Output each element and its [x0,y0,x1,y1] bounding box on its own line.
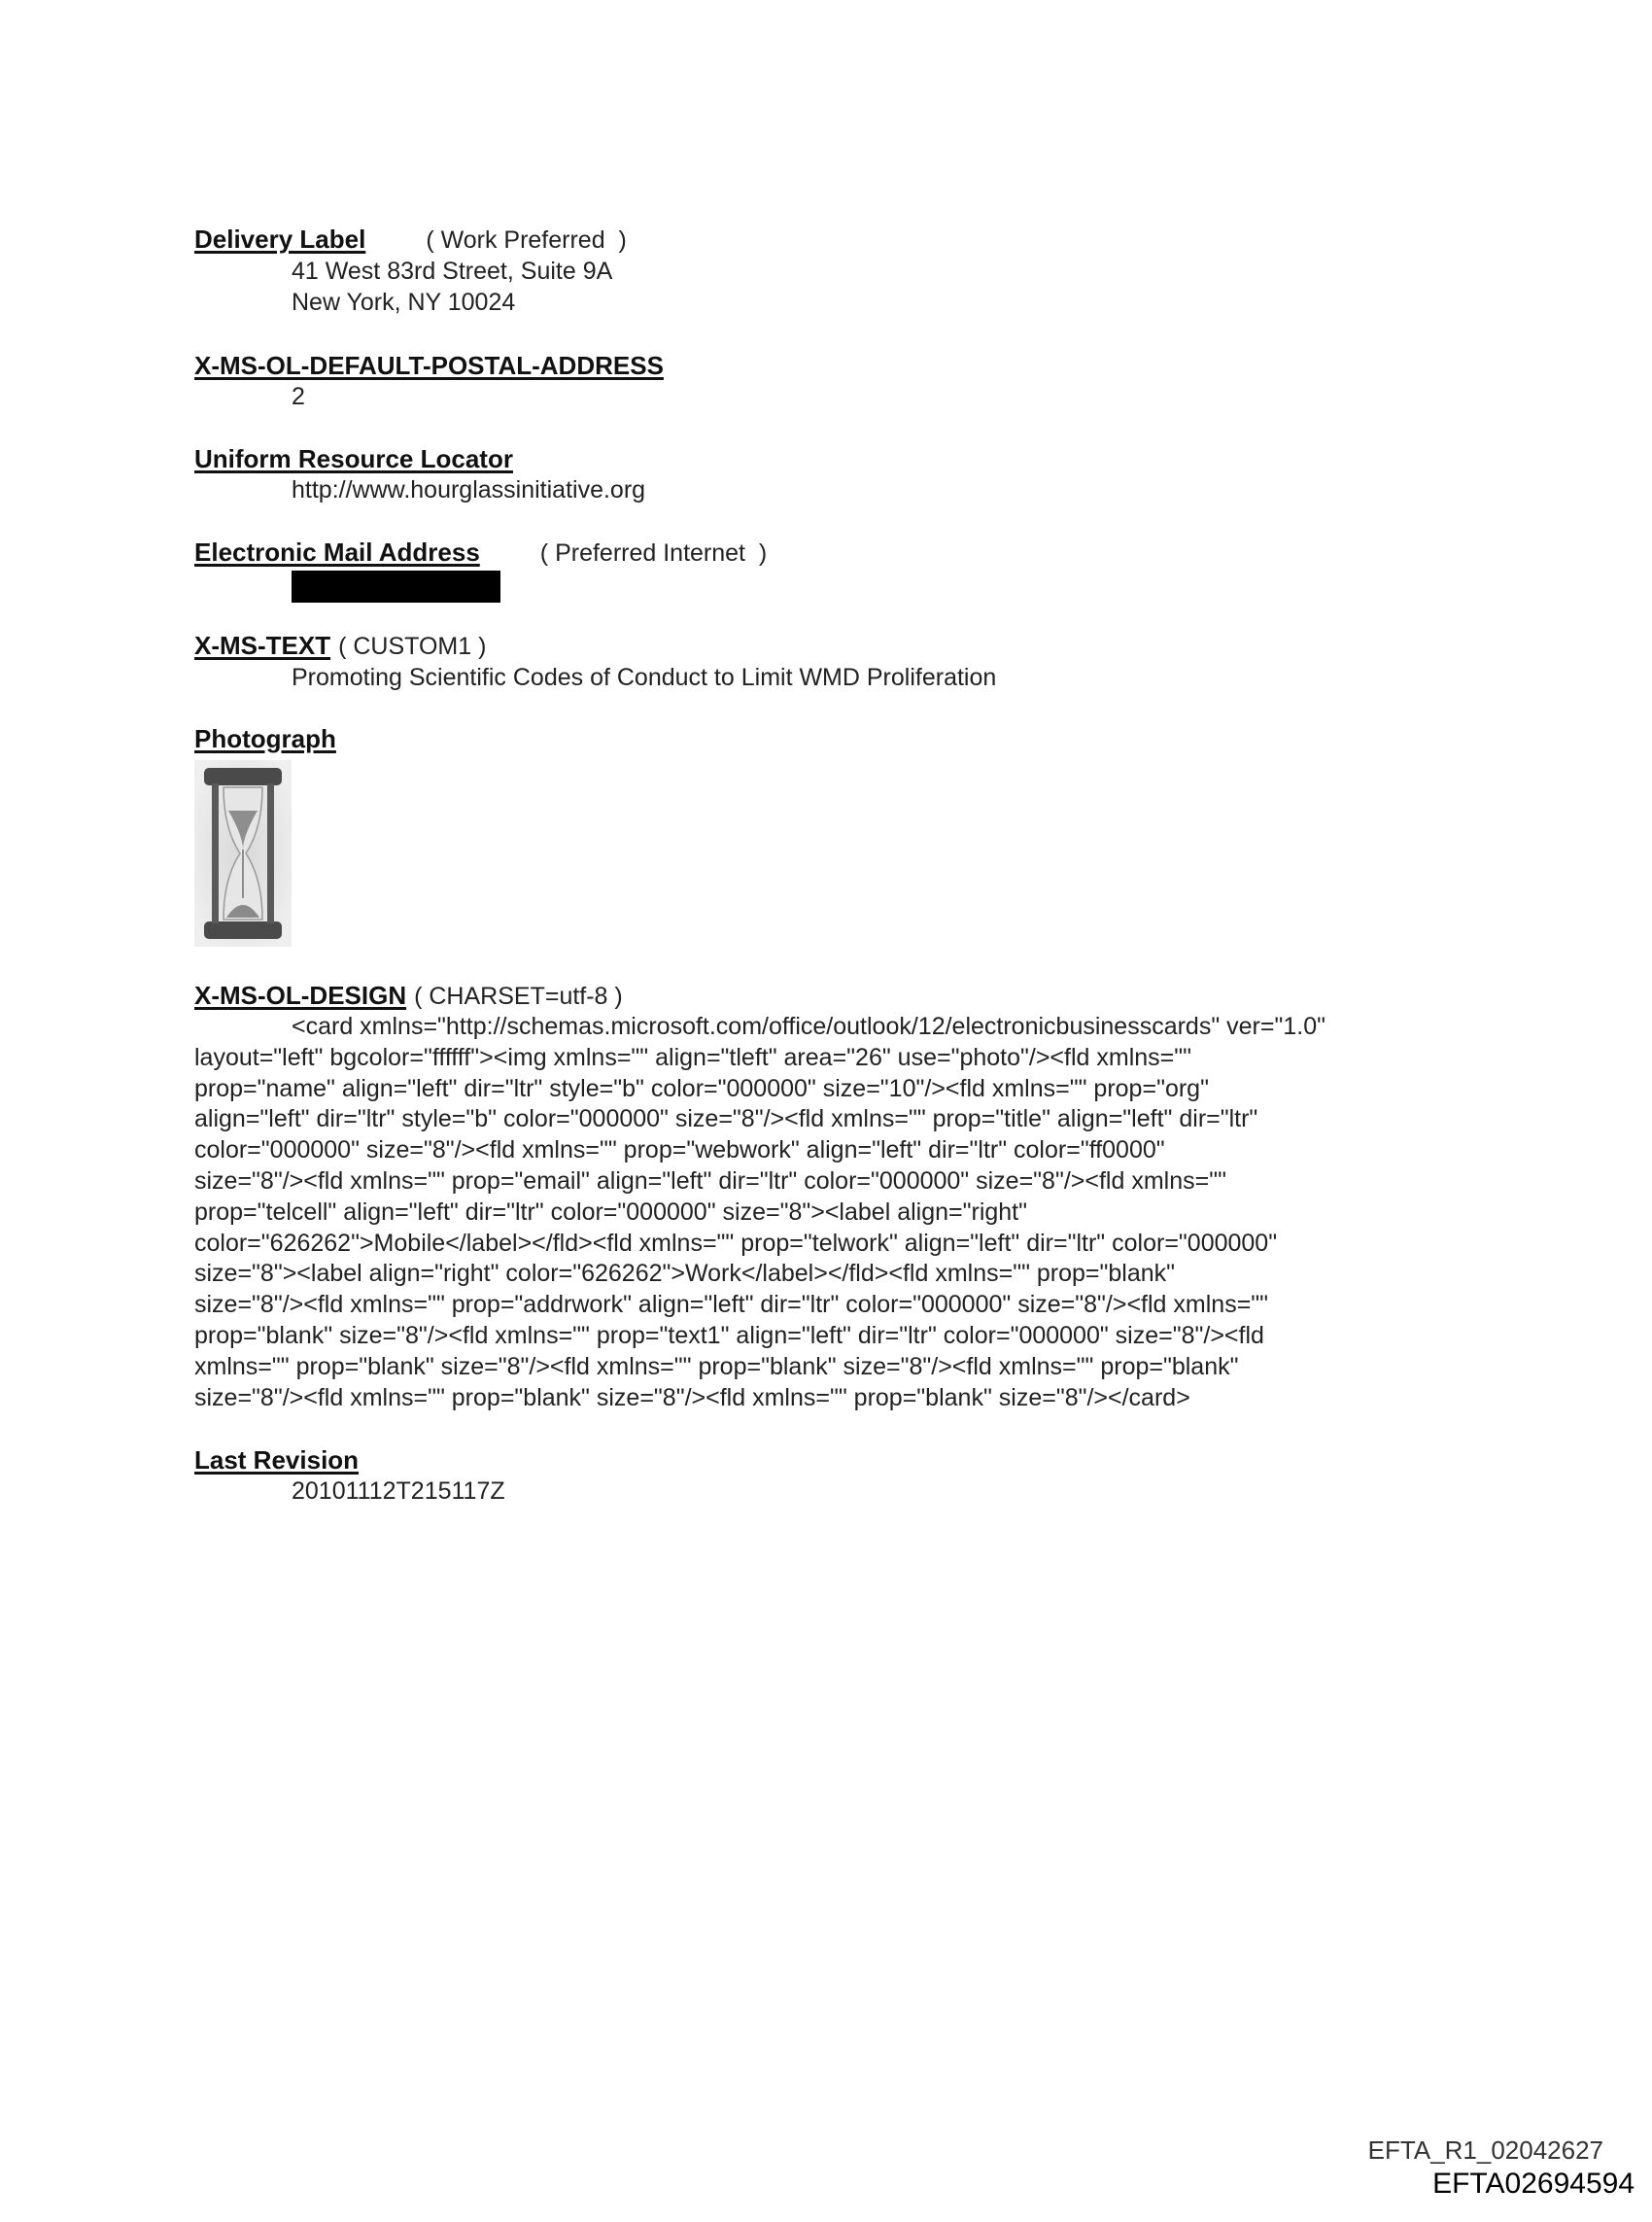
last-revision-heading: Last Revision [194,1445,360,1475]
bates-number-r1: EFTA_R1_02042627 [1367,2135,1603,2165]
xml-line: xmlns="" prop="blank" size="8"/><fld xmlns="" prop="blank" size="8"/><fld xmlns="" prop="blank" [194,1352,1239,1380]
url-heading: Uniform Resource Locator [194,444,513,473]
email-section [194,537,1477,603]
email-qualifier: ( Preferred Internet ) [539,539,768,567]
email-redaction-block [292,571,500,603]
xml-line: size="8"/><fld xmlns="" prop="addrwork" align="left" dir="ltr" color="000000" size="8"/><fld xmlns="" [194,1291,1269,1319]
last-revision-value: 20101112T215117Z [292,1477,505,1505]
address-line-1: 41 West 83rd Street, Suite 9A [292,258,613,285]
default-postal-value: 2 [292,383,305,410]
ms-text-value: Promoting Scientific Codes of Conduct to Limit WMD Proliferation [292,664,997,691]
ol-design-section [194,980,1487,1413]
hourglass-image [194,760,292,947]
xml-line: size="8"/><fld xmlns="" prop="blank" size="8"/><fld xmlns="" prop="blank" size="8"/></card> [194,1383,1190,1411]
ol-design-xml [194,1012,1487,1413]
xml-line: layout="left" bgcolor="ffffff"><img xmlns="" align="tleft" area="26" use="photo"/><fld xmlns="" [194,1043,1192,1071]
hourglass-icon [194,760,292,947]
xml-line: size="8"/><fld xmlns="" prop="email" align="left" dir="ltr" color="000000" size="8"/><fld xmlns="" [194,1166,1226,1195]
xml-line: align="left" dir="ltr" style="b" color="000000" size="8"/><fld xmlns="" prop="title" align="left" dir="ltr" [194,1105,1258,1133]
xml-line: prop="telcell" align="left" dir="ltr" color="000000" size="8"><label align="right" [194,1198,1027,1226]
ms-text-heading: X-MS-TEXT [194,631,331,660]
default-postal-heading: X-MS-OL-DEFAULT-POSTAL-ADDRESS [194,351,664,380]
photograph-heading: Photograph [194,724,336,753]
ms-text-qualifier: ( CUSTOM1 ) [338,633,487,660]
ms-text-section [194,630,1477,693]
ol-design-heading: X-MS-OL-DESIGN [194,981,407,1010]
url-section [194,443,1477,505]
url-value[interactable]: http://www.hourglassinitiative.org [292,476,646,503]
photograph-section [194,723,1477,947]
xml-line: prop="name" align="left" dir="ltr" style="b" color="000000" size="10"/><fld xmlns="" prop="org" [194,1074,1209,1102]
last-revision-section [194,1444,1477,1507]
xml-line: size="8"><label align="right" color="626262">Work</label></fld><fld xmlns="" prop="blank" [194,1260,1176,1288]
xml-line: <card xmlns="http://schemas.microsoft.com/office/outlook/12/electronicbusinesscards" ver="1.0" [292,1013,1325,1040]
ol-design-qualifier: ( CHARSET=utf-8 ) [414,983,623,1010]
delivery-label-qualifier: ( Work Preferred ) [426,226,627,254]
xml-line: prop="blank" size="8"/><fld xmlns="" prop="text1" align="left" dir="ltr" color="000000" size="8"/><fld [194,1321,1264,1349]
bates-number: EFTA02694594 [1432,2168,1635,2200]
email-heading: Electronic Mail Address [194,538,480,567]
xml-line: color="000000" size="8"/><fld xmlns="" prop="webwork" align="left" dir="ltr" color="ff0000" [194,1136,1165,1164]
default-postal-section [194,350,1477,412]
delivery-label-section [194,224,1477,318]
delivery-label-heading: Delivery Label [194,225,366,254]
address-line-2: New York, NY 10024 [292,289,516,316]
xml-line: color="626262">Mobile</label></fld><fld xmlns="" prop="telwork" align="left" dir="ltr" color="000000" [194,1229,1278,1257]
